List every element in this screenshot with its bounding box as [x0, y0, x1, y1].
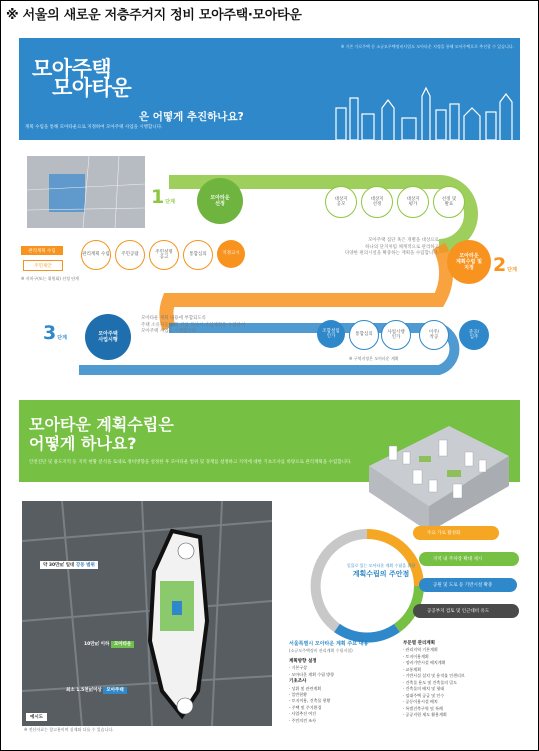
step2-pill-1: 관리계획 수립: [81, 240, 111, 270]
step3-pill-3: 사업시행 인가: [381, 320, 411, 350]
step1-pill-3: 대상지 평가: [397, 186, 429, 218]
logo-line2: 모아타운: [52, 76, 132, 100]
list-item: · 공공지원 제도 활용계획: [403, 711, 447, 717]
list-item: 계획방향 설정: [289, 659, 317, 664]
tag-proposal: 주민제안: [23, 260, 63, 271]
step3-pill-1: 조합설립 인가: [317, 320, 345, 348]
hero-description: 계획 수립을 통해 모아타운으로 지정하여 모아주택 사업을 시행합니다.: [25, 125, 163, 130]
logo-line1: 모아주택: [32, 57, 112, 81]
list-item: - 주택 및 주거환경: [289, 704, 322, 710]
focus-ring: [297, 526, 437, 646]
lists-title: 서울특별시 모아타운 계획 주요 내용: [289, 641, 369, 647]
list-item: · 임대주택 공급 및 인수: [403, 692, 445, 698]
page-caption: ※ 서울의 새로운 저층주거지 정비 모아주택·모아타운: [6, 8, 302, 23]
map-footnote: ※ 전산자료는 참고용이며 실제와 다를 수 있습니다.: [24, 727, 114, 732]
step3-title: 모아주택 사업시행: [85, 314, 131, 360]
list-item: · 토지이용계획: [403, 653, 429, 659]
lists-subtitle: (소규모주택정비 관리계획 수립지침): [289, 648, 353, 653]
focus-bar-3: 공원 및 도로 등 기반시설 확충: [419, 578, 517, 592]
step3-small-note: ※ 구역지정은 모아타운 계획: [349, 356, 399, 361]
list-item: · 건축물의 배치 및 형태: [403, 686, 445, 692]
map-label-town: 10만㎡ 이하 모아타운: [84, 641, 134, 647]
skyline-illustration: [320, 78, 520, 140]
step2-pill-3: 주민설명 공고: [149, 240, 179, 270]
list-item: · 상위 및 관련계획: [289, 685, 322, 691]
map-label-house: 최소 1.5천㎡이상 모아주택: [66, 687, 127, 693]
step1-pill-1: 대상지 공모: [325, 186, 357, 218]
list-item: - 토지이용, 건축물 현황: [289, 698, 331, 704]
section2-description: 안전진단 및 용도지역 등 지역 현황 분석을 토대로 정비방향을 설정한 후 모아타운 범위 및 경계를 설정하고 지역에 대한 기초조사를 바탕으로 관리계획을 수립합니다.: [29, 460, 352, 465]
step2-small-note: ※ 자치구(또는 위원회) 선정 단계: [21, 276, 79, 281]
list-item: · 사업추진 여건: [289, 711, 316, 717]
step3-pill-5: 준공/ 입주: [459, 320, 489, 350]
list-item: · 관리지역 기본계획: [403, 647, 438, 653]
focus-center: 일몰로 있는 모아타운 계획 수립을 위한 계획수립의 주안점: [346, 563, 416, 578]
focus-bar-1: 주요 가로 활성화: [413, 526, 499, 540]
section2-title-line2: 어떻게 하나요?: [29, 434, 137, 453]
section2-title-line1: 모아타운 계획수립은: [29, 415, 174, 434]
step2-pill-5: 지정고시: [217, 240, 245, 268]
step1-number: 1단계: [151, 186, 175, 208]
tag-plan: 관리계획 수립: [21, 246, 63, 255]
list-item: · 모아타운 계획 수립 방향: [289, 671, 334, 677]
step3-description: 모아타운 계획 내용에 부합되도록 주택 소유자들이 힘 지를 모아서 사업계획을 수립하여 모아주택 사업을 시행합니다.: [141, 316, 246, 335]
list-item: · 주민의견 조사: [289, 717, 316, 723]
hero-banner: [19, 38, 520, 140]
step2-number: 2단계: [493, 254, 517, 276]
list-item: · 특별건축구역 및 특례: [403, 705, 443, 711]
site-map: [22, 501, 272, 726]
step3-pill-2: 통합심의: [349, 320, 379, 350]
step2-pill-4: 통합심의: [183, 240, 213, 270]
city-3d-illustration: [369, 426, 509, 532]
step1-pill-2: 대상지 선정: [361, 186, 393, 218]
step3-pill-4: 이주/ 착공: [419, 320, 449, 350]
map-label-area: 약 30만㎡ 일대 강동 범위: [40, 561, 98, 569]
list-item: · 정비기반시설 배치계획: [403, 660, 446, 666]
list-right: [403, 640, 465, 718]
list-item: · 기본구상: [289, 665, 307, 671]
list-item: · 공동이용시설 배치: [403, 699, 438, 705]
step3-number: 3단계: [43, 322, 67, 344]
list-item: · 건축물 용도 및 건축물의 밀도: [403, 679, 457, 685]
list-item: · 일반현황: [289, 691, 307, 697]
list-left: [289, 658, 334, 724]
moa-logo: [32, 59, 131, 99]
list-item: 부문별 관리계획: [403, 641, 435, 646]
hero-note: ※ 기존 가로주택 등 소규모주택정비사업도 모아타운 지정을 통해 모아주택으로 추진할 수 있습니다.: [340, 44, 514, 49]
step1-pill-4: 선정 및 발표: [433, 186, 465, 218]
list-item: 기초조사: [289, 679, 307, 685]
process-section: [19, 150, 520, 385]
focus-bar-4: 공공부지 검토 및 인근대비 유도: [413, 604, 519, 618]
step2-pill-2: 주민공람: [115, 240, 145, 270]
list-item: · 교통계획: [403, 666, 421, 672]
focus-bar-2: 지역 내 주차장 확대 제시: [419, 552, 519, 566]
map-label-example: 예시도: [26, 713, 47, 721]
step2-description: 모아주택 집단 혹은 개별을 대상으로 하나의 단지처럼 체계적으로 관리하고 다양한 편의시설을 확충하는 계획을 수립합니다.: [344, 238, 439, 257]
list-item: · 기반시설 설치 및 용적률 인센티브: [403, 673, 465, 679]
hero-question: 은 어떻게 추진하나요?: [139, 111, 244, 123]
step2-title: 모아타운 계획수립 및 지정: [447, 240, 491, 284]
step1-title: 모아타운 선정: [197, 178, 243, 224]
poster: [19, 38, 520, 746]
